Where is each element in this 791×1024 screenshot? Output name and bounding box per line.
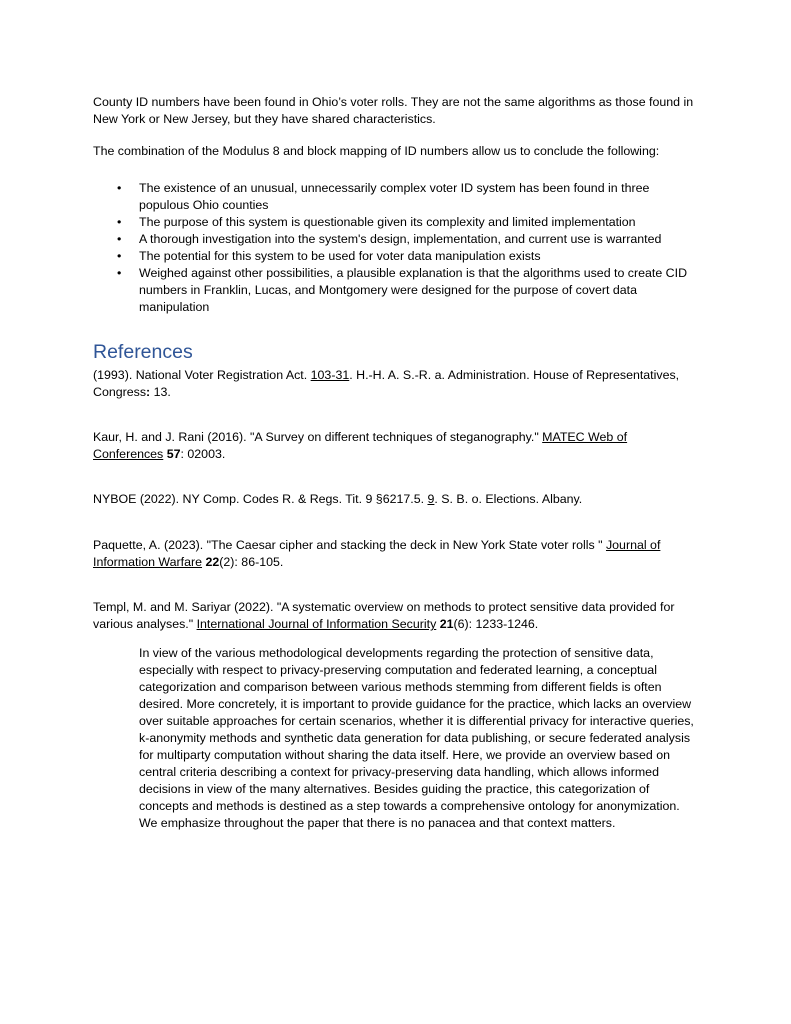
- reference-entry: [93, 367, 693, 401]
- reference-text: : 02003.: [180, 447, 226, 461]
- reference-text: (2): 86-105.: [219, 555, 284, 569]
- reference-text: 13.: [150, 385, 171, 399]
- list-item: • A thorough investigation into the system's design, implementation, and current use is warranted: [93, 231, 693, 248]
- reference-abstract: In view of the various methodological developments regarding the protection of sensitive data, especially with respect to privacy-preserving computation and federated learning, a conceptual categorization and comparison between various methods stemming from different fields is often desired. More concretely, it is important to provide guidance for the practice, which lacks an overview over suitable approaches for certain scenarios, whether it is differential privacy for interactive queries, k-anonymity methods and synthetic data generation for data publishing, or secure federated analysis for multiparty computation without sharing the data itself. Here, we provide an overview based on central criteria describing a context for privacy-preserving data handling, which allows informed decisions in view of the many alternatives. Besides guiding the practice, this categorization of concepts and methods is destined as a step towards a comprehensive ontology for anonymization. We emphasize throughout the paper that there is no panacea and that context matters.: [139, 646, 694, 830]
- reference-bold: :: [146, 385, 151, 399]
- reference-volume: 22: [205, 555, 220, 569]
- list-item: • Weighed against other possibilities, a plausible explanation is that the algorithms used to create CID numbers in Franklin, Lucas, and Montgomery were designed for the purpose of covert data manipulation: [93, 265, 693, 316]
- reference-link[interactable]: 9: [427, 492, 435, 506]
- reference-link[interactable]: Journal of Information Warfare: [93, 538, 661, 569]
- reference-entry: [93, 599, 693, 633]
- reference-link[interactable]: MATEC Web of Conferences: [93, 430, 628, 461]
- conclusion-list: [93, 180, 693, 316]
- reference-entry: [93, 429, 693, 463]
- reference-text: Paquette, A. (2023). "The Caesar cipher and stacking the deck in New York State voter rolls ": [93, 538, 606, 552]
- intro-paragraph: County ID numbers have been found in Ohio’s voter rolls. They are not the same algorithms as those found in New York or New Jersey, but they have shared characteristics.: [93, 95, 694, 126]
- reference-entry: [93, 491, 693, 508]
- reference-entry: [93, 537, 693, 571]
- reference-text: NYBOE (2022). NY Comp. Codes R. & Regs. Tit. 9 §6217.5.: [93, 492, 428, 506]
- reference-volume: 21: [439, 617, 454, 631]
- conclusion-lead-paragraph: The combination of the Modulus 8 and block mapping of ID numbers allow us to conclude the following:: [93, 144, 660, 158]
- reference-volume: 57: [166, 447, 181, 461]
- reference-text: (1993). National Voter Registration Act.: [93, 368, 311, 382]
- list-item: • The potential for this system to be used for voter data manipulation exists: [93, 248, 693, 265]
- reference-link[interactable]: 103-31: [310, 368, 350, 382]
- reference-text: . H.-H. A. S.-R. a. Administration. House of Representatives, Congress: [93, 368, 680, 399]
- list-item: • The existence of an unusual, unnecessarily complex voter ID system has been found in three populous Ohio counties: [93, 180, 693, 214]
- reference-text: Templ, M. and M. Sariyar (2022). "A systematic overview on methods to protect sensitive data provided for various analyses.": [93, 600, 675, 631]
- reference-text: (6): 1233-1246.: [453, 617, 539, 631]
- reference-text: . S. B. o. Elections. Albany.: [434, 492, 583, 506]
- list-item: • The purpose of this system is questionable given its complexity and limited implementation: [93, 214, 693, 231]
- reference-text: Kaur, H. and J. Rani (2016). "A Survey on different techniques of steganography.": [93, 430, 543, 444]
- references-heading: References: [93, 341, 193, 363]
- reference-link[interactable]: International Journal of Information Security: [196, 617, 437, 631]
